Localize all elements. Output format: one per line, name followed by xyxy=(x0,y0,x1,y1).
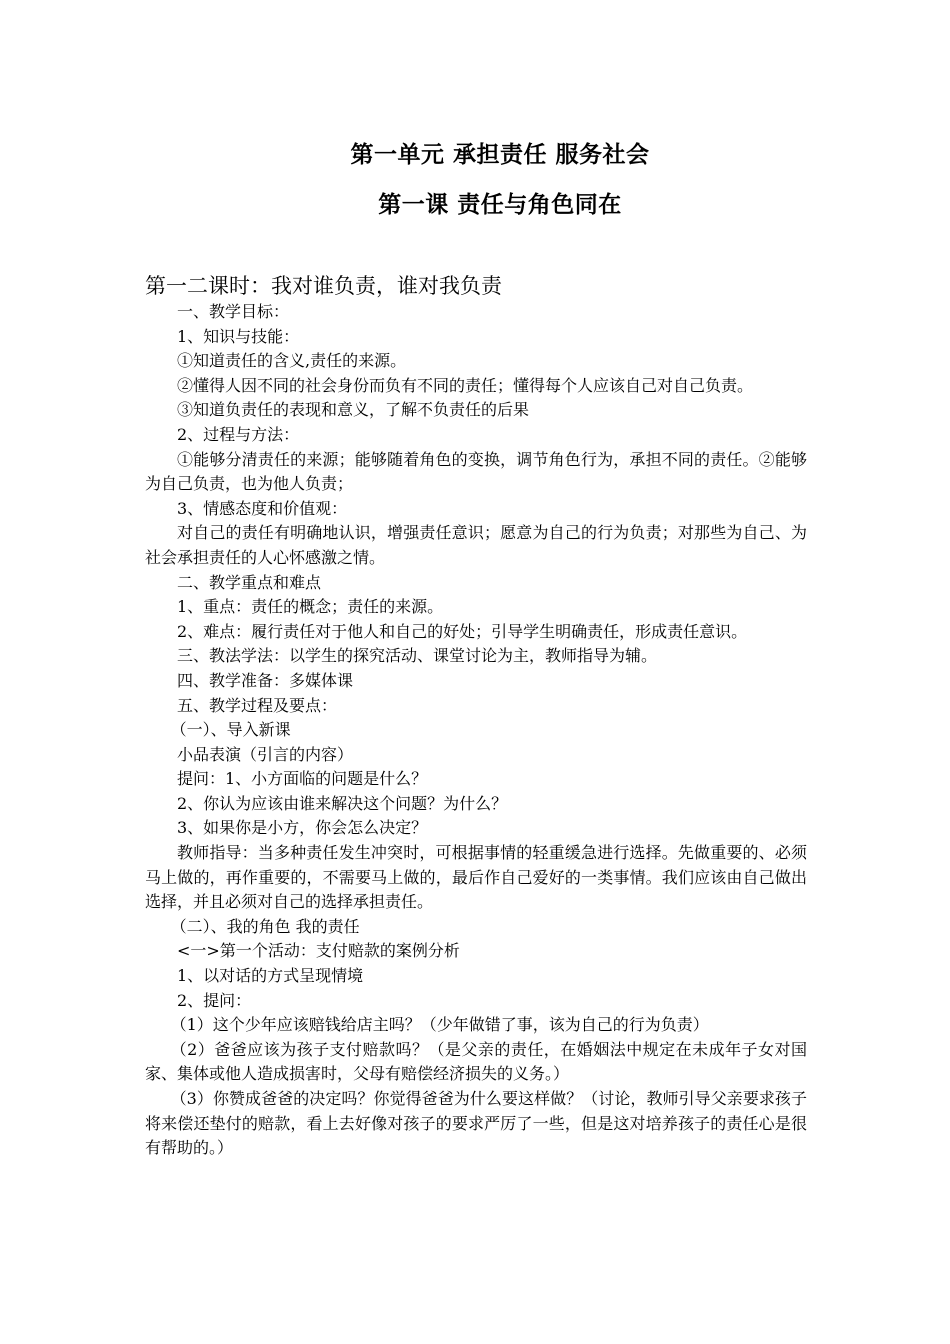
paragraph: （2）爸爸应该为孩子支付赔款吗？（是父亲的责任，在婚姻法中规定在未成年子女对国家、集体或他人造成损害时，父母有赔偿经济损失的义务。） xyxy=(145,1039,807,1084)
paragraph: 3、如果你是小方，你会怎么决定？ xyxy=(177,818,428,838)
paragraph: （二）、我的角色 我的责任 xyxy=(170,916,360,936)
paragraph: 2、你认为应该由谁来解决这个问题？为什么？ xyxy=(177,793,508,813)
paragraph: ①知道责任的含义,责任的来源。 xyxy=(177,351,407,371)
paragraph: 2、难点：履行责任对于他人和自己的好处；引导学生明确责任，形成责任意识。 xyxy=(177,621,748,641)
paragraph: （3）你赞成爸爸的决定吗？你觉得爸爸为什么要这样做？（讨论，教师引导父亲要求孩子将来偿还垫付的赔款，看上去好像对孩子的要求严厉了一些，但是这对培养孩子的责任心是很有帮助的。） xyxy=(145,1089,807,1158)
paragraph: ②懂得人因不同的社会身份而负有不同的责任；懂得每个人应该自己对自己负责。 xyxy=(177,375,754,395)
lesson-heading: 第一二课时：我对谁负责，谁对我负责 xyxy=(145,274,502,298)
paragraph: 提问：1、小方面临的问题是什么？ xyxy=(177,769,428,789)
paragraph: 一、教学目标： xyxy=(177,302,290,321)
paragraph: 四、教学准备：多媒体课 xyxy=(177,670,354,690)
paragraph: （一）、导入新课 xyxy=(170,720,291,740)
paragraph: <一>第一个活动：支付赔款的案例分析 xyxy=(177,941,460,961)
paragraph: 1、重点：责任的概念；责任的来源。 xyxy=(177,597,444,617)
paragraph: ③知道负责任的表现和意义，了解不负责任的后果 xyxy=(177,400,530,420)
paragraph: 对自己的责任有明确地认识，增强责任意识；愿意为自己的行为负责；对那些为自己、为社会承担责任的人心怀感激之情。 xyxy=(145,523,807,567)
paragraph: 1、以对话的方式呈现情境 xyxy=(177,966,364,986)
paragraph: 二、教学重点和难点 xyxy=(177,572,322,592)
unit-title: 第一单元 承担责任 服务社会 xyxy=(350,142,650,168)
paragraph: 小品表演（引言的内容） xyxy=(177,744,354,764)
lesson-body xyxy=(145,300,807,1161)
paragraph: 3、情感态度和价值观： xyxy=(177,498,348,518)
paragraph: 三、教法学法：以学生的探究活动、课堂讨论为主，教师指导为辅。 xyxy=(177,646,658,666)
lesson-title: 第一课 责任与角色同在 xyxy=(378,192,622,218)
paragraph: 1、知识与技能： xyxy=(177,326,300,346)
paragraph: ①能够分清责任的来源；能够随着角色的变换，调节角色行为，承担不同的责任。②能够为自己负责，也为他人负责； xyxy=(145,449,807,494)
paragraph: 2、提问： xyxy=(177,990,252,1010)
paragraph: 五、教学过程及要点： xyxy=(177,695,338,715)
paragraph: 2、过程与方法： xyxy=(177,424,300,444)
paragraph: 教师指导：当多种责任发生冲突时，可根据事情的轻重缓急进行选择。先做重要的、必须马上做的，再作重要的，不需要马上做的，最后作自己爱好的一类事情。我们应该由自己做出选择，并且必须对自己的选择承担责任。 xyxy=(145,843,807,912)
paragraph: （1）这个少年应该赔钱给店主吗？（少年做错了事，该为自己的行为负责） xyxy=(170,1015,709,1035)
